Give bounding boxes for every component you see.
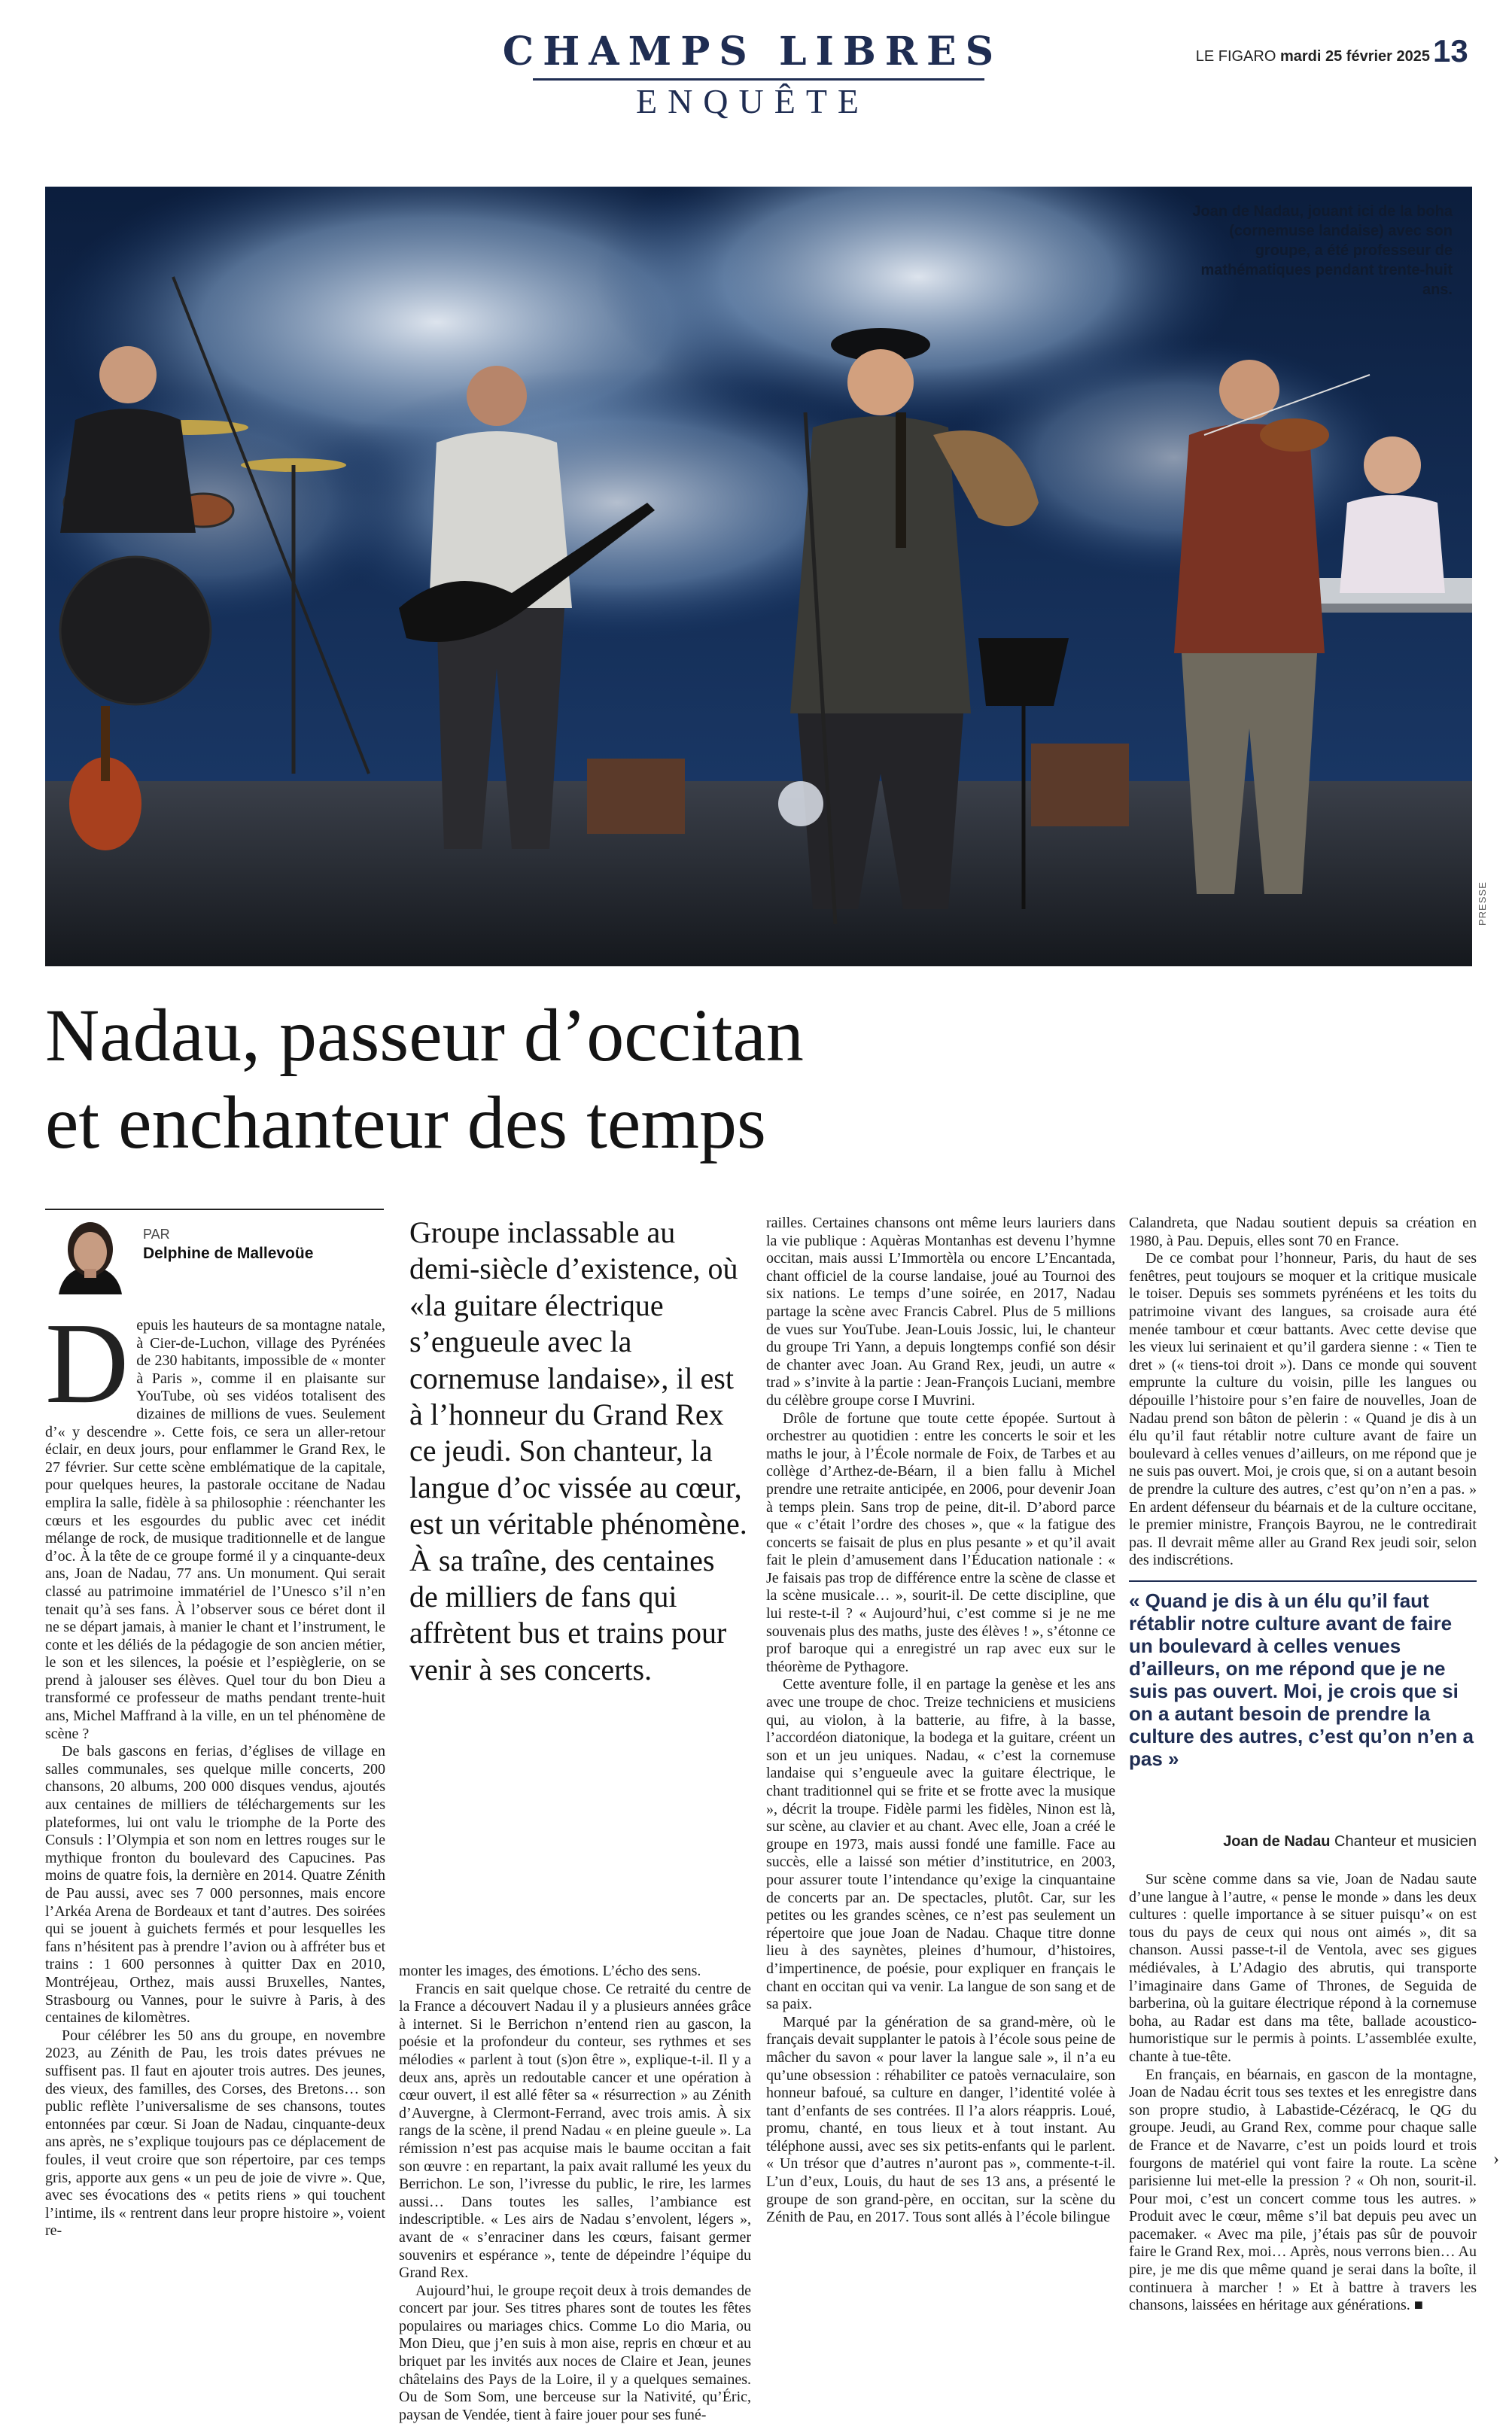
byline-label: PAR (143, 1227, 170, 1242)
paragraph: De ce combat pour l’honneur, Paris, du haut de ses fenêtres, peut toujours se moquer et la critique musicale le toiser. Depuis ses sommets pyrénéens et les toits du patrimoine vivant des langues, sa croisade aura été menée tambour et cœur battants. Avec cette devise que les vieux lui serinaient et qu’il gardera sienne : « Tien te dret » (« tiens-toi droit »). Dans ce monde qui souvent emprunte la culture du voisin, pille les langues ou dépouille l’histoire pour s’en faire de nouvelles, Joan de Nadau prend son bâton de pèlerin : « Quand je dis à un élu qu’il faut rétablir notre culture avant de faire un boulevard à celles venues d’ailleurs, on me répond que je ne suis pas ouvert. Moi, je crois que, si on a autant besoin de prendre la culture des autres, c’est qu’on n’en a pas. » En ardent défenseur du béarnais et de la culture occitane, le premier ministre, François Bayrou, ne le contredirait pas. Il devrait même aller au Grand Rex jeudi soir, selon des indiscrétions. (1129, 1250, 1477, 1569)
paragraph: De bals gascons en ferias, d’églises de village en salles communales, ses quelque mille concerts, 200 chansons, 20 albums, 200 000 disques vendus, ajoutés aux centaines de milliers de téléchargements sur les plateformes, lui ont valu le triomphe de la Porte des Consuls : l’Olympia et son nom en lettres rouges sur le mythique fronton du boulevard des Capucines. Pas moins de quatre fois, la dernière en 2014. Quatre Zénith de Pau aussi, avec ses 7 000 personnes, mais encore l’Arkéa Arena de Bordeaux et tant d’autres. Des soirées qui se jouent à guichets fermés et pour lesquelles les fans n’hésitent pas à prendre l’avion ou à affréter bus et trains : 1 600 personnes à quitter Dax en 2010, Montréjeau, Orthez, mais aussi Bruxelles, Nantes, Strasbourg ou Vannes, pour le suivre à Paris, à des centaines de kilomètres. (45, 1743, 385, 2027)
issue-date: mardi 25 février 2025 (1279, 48, 1430, 65)
section-rule (533, 78, 984, 81)
paragraph: En français, en béarnais, en gascon de la montagne, Joan de Nadau écrit tous ses textes et les enregistre dans son propre studio, à Labastide-Cézéracq, le QG du groupe. Jeudi, au Grand Rex, comme pour chaque salle de France et de Navarre, c’est un poids lourd et trois fourgons de matériel qui vont faire la route. La scène parisienne lui met-elle la pression ? « Oh non, sourit-il. Pour moi, c’est un concert comme tous les autres. » Produit avec le cœur, même s’il bat depuis peu avec un pacemaker. « Avec ma pile, j’étais pas sûr de pouvoir faire le Grand Rex, moi… Après, nous verrons bien… Au pire, je me dis que même quand je serai dans la boîte, il continuera à marcher ! » Et à battre à travers les chansons, laissées en héritage aux générations. ■ (1129, 2066, 1477, 2314)
paragraph: Aujourd’hui, le groupe reçoit deux à trois demandes de concert par jour. Ses titres phares sont de toutes les fêtes populaires ou mariages chics. Comme Lo dio Maria, ou Mon Dieu, que j’en suis à mon aise, repris en chœur et au briquet par les invités aux noces de Claire et Jean, jeunes châtelains des Pays de la Loire, il y a quelques semaines. Ou de Som Som, une berceuse sur la Nativité, qu’Éric, paysan de Vendée, tient à faire jouer pour ses funé- (399, 2282, 751, 2423)
author-avatar (45, 1216, 135, 1294)
paragraph: Marqué par la génération de sa grand-mère, où le français devait supplanter le patois à l’école sous peine de mâcher du savon « pour laver la langue sale », il n’a eu qu’une obsession : réhabiliter ce patoès vernaculaire, son honneur bafoué, sa culture en danger, l’identité volée à tant d’enfants de ses contrées. Il l’a alors réappris. Loué, promu, chanté, en tous lieux et à tout instant. Au téléphone aussi, avec ses six petits-enfants qui le parlent. « Un trésor que d’autres n’auront pas », commente-t-il. L’un d’eux, Louis, du haut de ses 13 ans, a présenté le groupe de son grand-père, en occitan, sur la scène du Zénith de Pau, en 2017. Tous sont allés à l’école bilingue (766, 2013, 1115, 2226)
paragraph: Francis en sait quelque chose. Ce retraité du centre de la France a découvert Nadau il y a plusieurs années grâce à internet. Si le Berrichon n’entend rien au gascon, la poésie et la profondeur du conteur, ses rythmes et ses mélodies « parlent à tout (s)on être », explique-t-il. Il y a deux ans, après un redoutable cancer et une opération à cœur ouvert, il est allé fêter sa « résurrection » au Zénith d’Auvergne, à Clermont-Ferrand, avec trois amis. À six rangs de la scène, il prend Nadau « en pleine gueule ». La rémission n’est pas acquise mais le baume occitan a fait son œuvre : en repartant, la paix avait rallumé les yeux du Berrichon. Le son, l’ivresse du public, le rire, les larmes aussi… Dans toutes les salles, l’ambiance est indescriptible. « Les airs de Nadau s’envolent, légers », avant de « s’enraciner dans les cœurs, faisant germer souvenirs et espérance », tente de dépeindre l’équipe du Grand Rex. (399, 1980, 751, 2282)
article-lead: Groupe inclassable au demi-siècle d’existence, où «la guitare électrique s’engueule avec la cornemuse landaise», il est à l’honneur du Grand Rex ce jeudi. Son chanteur, la langue d’oc vissée au cœur, est un véritable phénomène. À sa traîne, des centaines de milliers de fans qui affrètent bus et trains pour venir à ses concerts. (409, 1215, 747, 1686)
paragraph: railles. Certaines chansons ont même leurs lauriers dans la vie publique : Aquèras Montanhas est devenu l’hymne occitan, mais aussi L’Immortèla ou encore L’Encantada, chant officiel de la course landaise, joué au Tournoi des six nations. Le temps d’une soirée, en 2017, Nadau partage la scène avec Francis Cabrel. Plus de 5 millions de vues sur YouTube. Jean-Louis Jossic, lui, le chanteur du groupe Tri Yann, a depuis longtemps confié son désir de chanter avec Joan. Au Grand Rex, jeudi, un autre « trad » s’invite à la partie : Jean-François Luciani, membre du célèbre groupe corse I Muvrini. (766, 1215, 1115, 1409)
drop-cap: D (45, 1300, 129, 1428)
pullquote: « Quand je dis à un élu qu’il faut rétablir notre culture avant de faire un boulevard à celles venues d’ailleurs, on me répond que je ne suis pas ouvert. Moi, je crois que si on a autant besoin de prendre la culture des autres, c’est qu’on n’en a pas » (1129, 1589, 1474, 1770)
paper-name: LE FIGARO (1195, 48, 1276, 65)
pullquote-rule (1129, 1580, 1477, 1582)
section-title: CHAMPS LIBRES (502, 29, 1003, 75)
byline-author: Delphine de Mallevoüe (143, 1245, 314, 1262)
headline-line-2: et enchanteur des temps (45, 1081, 766, 1164)
article-column-4 (1129, 1215, 1477, 1570)
photo-caption: Joan de Nadau, jouant ici de la boha (cornemuse landaise) avec son groupe, a été professeur de mathématiques pendant trente-huit ans. (1192, 203, 1453, 298)
headline (45, 992, 1174, 1166)
pullquote-attribution (1129, 1833, 1477, 1851)
byline-rule (45, 1209, 384, 1210)
paragraph: Cette aventure folle, il en partage la genèse et les ans avec une troupe de choc. Treize techniciens et musiciens qui, au violon, à la batterie, au fifre, à la basse, l’accordéon diatonique, la bodega et la guitare, créent un son et un jeu uniques. Nadau, « c’est la cornemuse landaise qui s’engueule avec la guitare électrique, le chant traditionnel qui se frite et se frotte avec la musique », décrit la troupe. Fidèle parmi les fidèles, Ninon est là, sur scène, au clavier et au chant. Avec elle, Joan a créé le groupe en 1973, mais aussi fondé une famille. Face au succès, elle a laissé son métier d’institutrice, en 2003, pour assurer toute l’intendance qu’exige la cinquantaine de concerts par an. De spectacles, plutôt. Car, sur les petites ou les grandes scènes, ce n’est pas seulement un répertoire que joue Joan de Nadau. Chaque titre donne lieu à des saynètes, pleines d’humour, d’histoires, d’impertinence, de poésie, pour expliquer en français le chant en occitan qui va venir. La langue de son sang et de sa paix. (766, 1676, 1115, 2013)
pullquote-role: Chanteur et musicien (1334, 1833, 1477, 1850)
margin-marker: › (1493, 2149, 1499, 2169)
paragraph: Drôle de fortune que toute cette épopée. Surtout à orchestrer au quotidien : entre les concerts le soir et les maths le jour, à l’École normale de Foix, de Tarbes et au collège d’Arthez-de-Béarn, il a bien fallu à Michel prendre une retraite anticipée, en 2006, pour devenir Joan à temps plein. Sans trop de peine, dit-il. D’abord parce que « c’était l’ordre des choses », que « la fatigue des concerts se faisait de plus en plus pesante » et qu’il avait fait le plein d’amusement dans l’Éducation nationale : « Je faisais pas trop de différence entre la scène de classe et la scène musicale… », sourit-il. De cette discipline, que lui reste-t-il ? « Aujourd’hui, c’est comme si je ne me souvenais plus des maths, juste des élèves ! », s’étonne ce prof baroque qui a enregistré un rap avec eux sur le théorème de Pythagore. (766, 1410, 1115, 1675)
article-column-3 (766, 1215, 1115, 2227)
paragraph-text: epuis les hauteurs de sa montagne natale, à Cier-de-Luchon, village des Pyrénées de 230 habitants, impossible de « monter à Paris », comme il en plaisante sur YouTube, où ses vidéos totalisent des dizaines de millions de vues. Seulement d’« y descendre ». Cette fois, ce sera un aller-retour éclair, en deux jours, pour enflammer le Grand Rex, le 27 février. Sur cette scène emblématique de la capitale, pour quelques heures, la pastorale occitane de Nadau emplira la salle, fidèle à sa philosophie : réenchanter les cœurs et les esgourdes du public avec cet inédit mélange de rock, de musique traditionnelle et de langue d’oc. À la tête de ce groupe formé il y a cinquante-deux ans, Joan de Nadau, 77 ans. Un monument. Qui serait classé au patrimoine immatériel de l’Unesco s’il n’en tenait qu’à ses fans. À l’observer sous ce béret dont il ne se départ jamais, à manier le chant et l’instrument, le conte et les déliés de la pédagogie de son ancien métier, le son et les silences, la poésie et l’espièglerie, on se prend à jalouser ses élèves. Quel tour du bon Dieu a transformé ce professeur de maths pendant trente-huit ans, Michel Maffrand à la ville, en un tel phénomène de scène ? (45, 1317, 385, 1742)
photo-credit: PRESSE (1477, 881, 1488, 926)
article-column-4-continued (1129, 1871, 1477, 2315)
page-number: 13 (1433, 33, 1468, 68)
pullquote-author: Joan de Nadau (1223, 1833, 1331, 1850)
concert-photo (45, 187, 1472, 966)
article-column-2 (399, 1963, 751, 2424)
paragraph: Pour célébrer les 50 ans du groupe, en novembre 2023, au Zénith de Pau, les trois dates prévues ne suffisent pas. Il faut en ajouter trois autres. Des jeunes, des vieux, des familles, des Corses, des Bretons… son public reflète l’universalisme de ses chansons, toutes entonnées par cœur. Si Joan de Nadau, cinquante-deux ans après, ne s’explique toujours pas ce déplacement de foules, il veut croire que son répertoire, par ces temps gris, apporte aux gens « un peu de joie de vivre ». Que, avec ses évocations des « petits riens » qui touchent l’intime, ils « rentrent dans leur propre histoire », voient re- (45, 2027, 385, 2240)
headline-line-1: Nadau, passeur d’occitan (45, 993, 804, 1077)
paragraph (45, 1300, 385, 1743)
paragraph: Sur scène comme dans sa vie, Joan de Nadau saute d’une langue à l’autre, « pense le monde » dans les deux cultures : quelle importance à se situer puisqu’« on est tous du pays de ceux qui nous ont aimés », dit sa chanson. Aussi passe-t-il de Ventola, avec ses gigues médiévales, à L’Adagio des abrutis, qui transporte l’imaginaire dans Game of Thrones, de Seguida de barberina, où la guitare électrique répond à la cornemuse boha, au Radar est dans ma tête, ballade acoustico-humoristique sur le permis à points. L’assemblée exulte, chante à tue-tête. (1129, 1871, 1477, 2065)
paragraph: Calandreta, que Nadau soutient depuis sa création en 1980, à Pau. Depuis, elles sont 70 en France. (1129, 1215, 1477, 1249)
article-column-1 (45, 1300, 385, 2240)
paragraph: monter les images, des émotions. L’écho des sens. (399, 1963, 701, 1979)
subsection-title: ENQUÊTE (635, 82, 870, 120)
paper-date-line (1144, 48, 1430, 65)
